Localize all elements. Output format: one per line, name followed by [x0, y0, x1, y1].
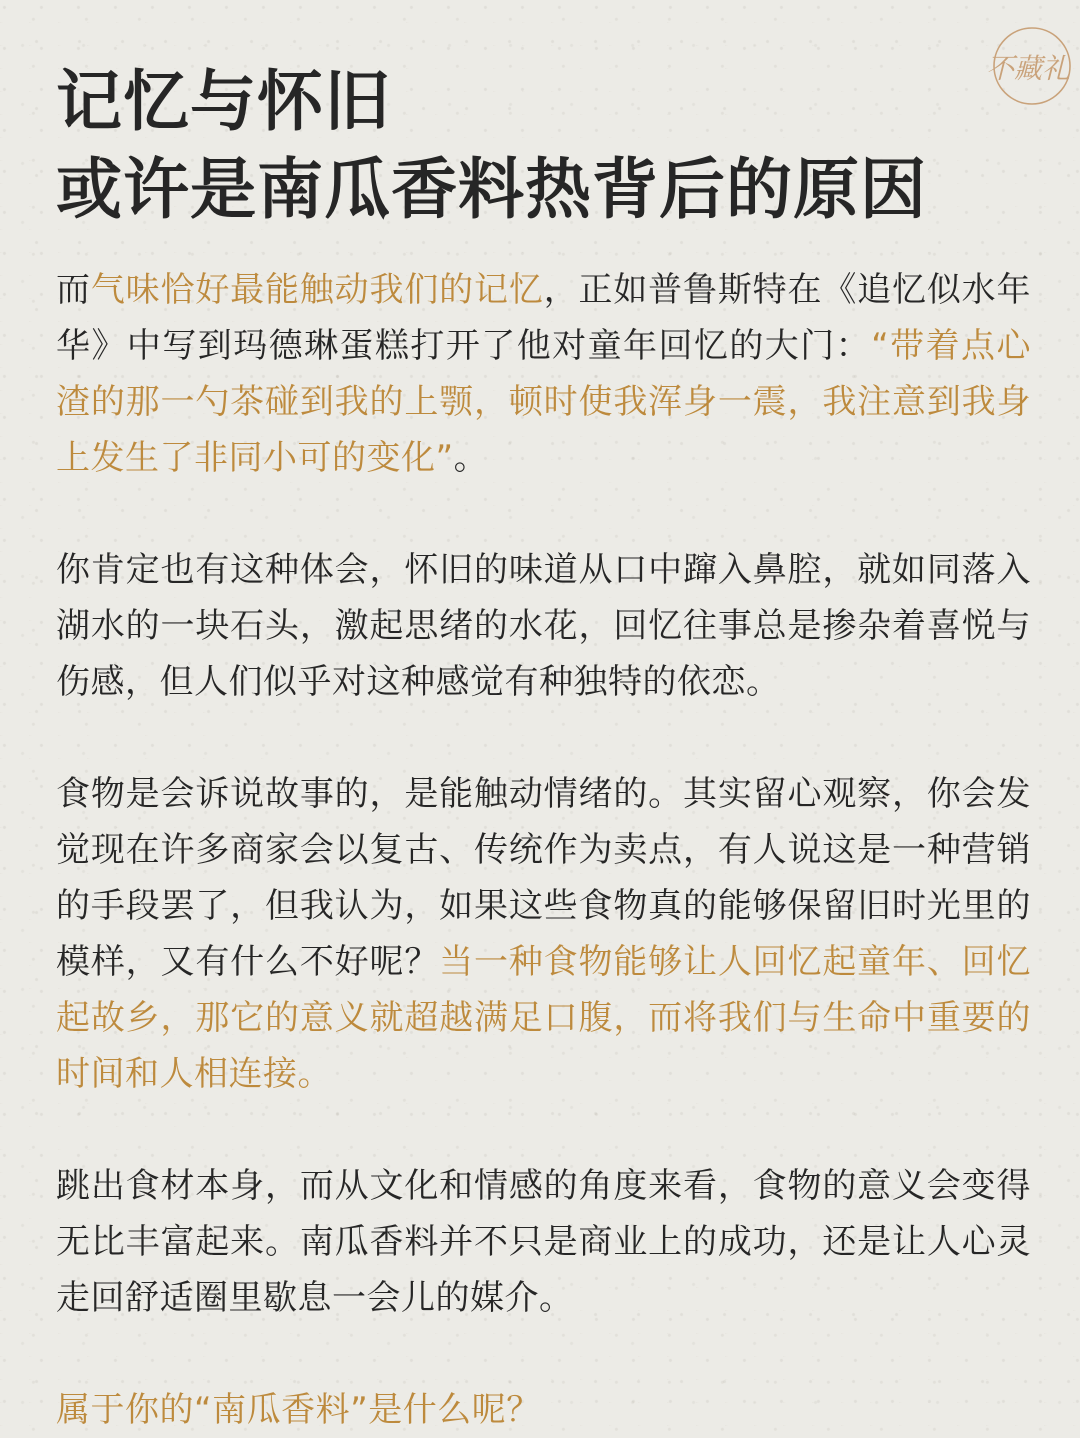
page-title: [56, 58, 1016, 234]
highlight-quote: “带着点心渣的那一勺茶碰到我的上颚，顿时使我浑身一震，我注意到我身上发生了非同小可的变化”: [56, 326, 1031, 478]
text-run: 跳出食材本身，而从文化和情感的角度来看，食物的意义会变得无比丰富起来。南瓜香料并不只是商业上的成功，还是让人心灵走回舒适圈里歇息一会儿的媒介。: [56, 1166, 1031, 1318]
article-body: [56, 262, 1031, 1438]
paragraph-4: [56, 1158, 1031, 1326]
paragraph-2: [56, 542, 1031, 710]
text-run: 。: [453, 438, 489, 478]
highlight-text: 气味恰好最能触动我们的记忆: [90, 270, 544, 310]
highlight-text: 当一种食物能够让人回忆起童年、回忆起故乡，那它的意义就超越满足口腹，而将我们与生命中重要的时间和人相连接。: [56, 942, 1032, 1094]
text-run: 食物是会诉说故事的，是能触动情绪的。其实留心观察，你会发觉现在许多商家会以复古、传统作为卖点，有人说这是一种营销的手段罢了，但我认为，如果这些食物真的能够保留旧时光里的模样，又有什么不好呢？: [56, 774, 1031, 982]
paragraph-1: [56, 262, 1031, 486]
text-run: 而: [56, 270, 91, 310]
title-line-1: 记忆与怀旧: [56, 63, 391, 140]
logo-text: 不藏礼: [985, 52, 1071, 85]
closing-question: 属于你的“南瓜香料”是什么呢？: [56, 1390, 541, 1430]
paragraph-3: [56, 766, 1031, 1102]
text-run: 你肯定也有这种体会，怀旧的味道从口中蹿入鼻腔，就如同落入湖水的一块石头，激起思绪的水花，回忆往事总是掺杂着喜悦与伤感，但人们似乎对这种感觉有种独特的依恋。: [56, 550, 1031, 702]
text-run: ，正如普鲁斯特在《追忆似水年华》中写到玛德琳蛋糕打开了他对童年回忆的大门：: [56, 270, 1032, 366]
title-line-2: 或许是南瓜香料热背后的原因: [56, 151, 927, 228]
